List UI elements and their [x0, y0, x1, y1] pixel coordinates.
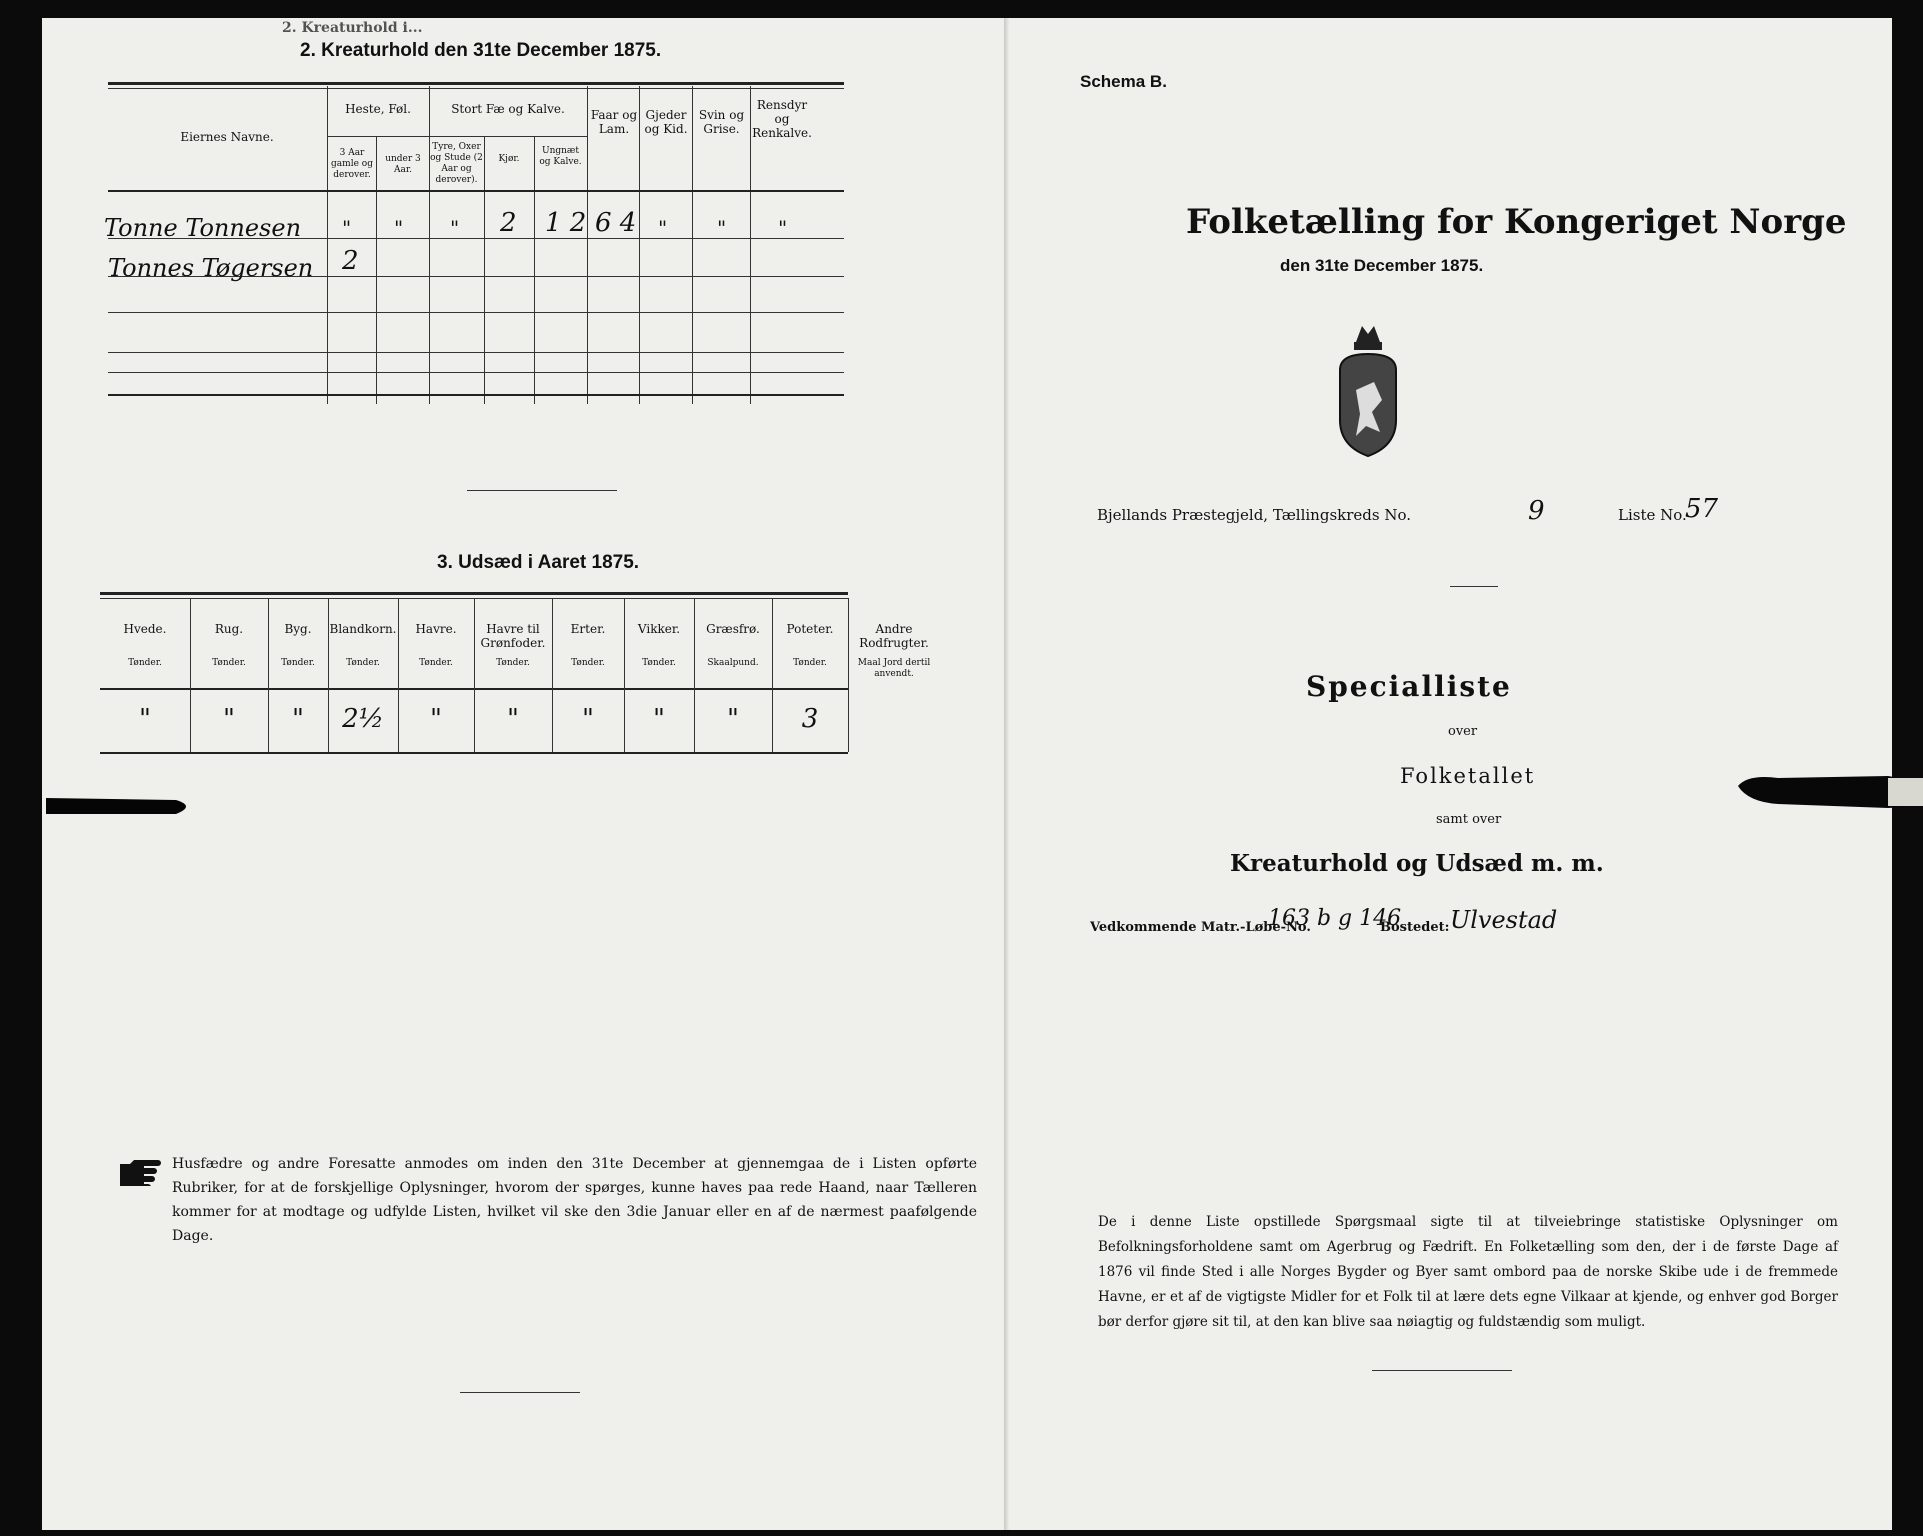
seed-value: " — [653, 704, 665, 734]
pointing-hand-icon — [118, 1156, 162, 1186]
col-line — [327, 86, 328, 404]
specialliste-heading: Specialliste — [1306, 670, 1512, 703]
cows-header: Kjør. — [498, 154, 520, 164]
row1-reindeer: " — [778, 216, 788, 240]
col-line — [639, 86, 640, 404]
footer-text: De i denne Liste opstillede Spørgsmaal sigte til at tilveiebringe statistiske Oplysninger om Befolkningsforholdene samt om Agerbrug og Fædrift. En Folketælling som den, der i de første Dage af 1876 vil finde Sted i alle Norges Bygder og Byer samt ombord paa de norske Skibe ude i de fremmede Havne, er et af de vigtigste Midler for et Folk til at lære dets egne Vilkaar at kjende, og enhver god Borger bør derfor gjøre sit til, at den kan blive saa nøiagtig og fuldstændig som muligt. — [1098, 1214, 1838, 1330]
left-page — [42, 18, 1010, 1530]
rule — [108, 312, 844, 313]
divider — [460, 1392, 580, 1393]
rule — [108, 394, 844, 396]
seed-col-unit: Tønder. — [571, 658, 605, 668]
owner-name-1: Tonne Tonnesen — [104, 214, 302, 242]
young-cattle-header: Ungnæt og Kalve. — [539, 146, 582, 167]
seed-col-header: Vikker. — [637, 622, 681, 636]
row1-sheep: 6 4 — [595, 208, 637, 238]
rule — [327, 136, 429, 137]
liste-label: Liste No. — [1618, 506, 1687, 524]
seed-col-header: Rug. — [214, 622, 244, 636]
row1-horses-under3: " — [394, 216, 404, 240]
seed-col-unit: Maal Jord dertil anvendt. — [857, 658, 931, 679]
owner-name-2: Tonnes Tøgersen — [108, 254, 314, 282]
seed-col-header: Andre Rodfrugter. — [859, 622, 929, 650]
divider — [467, 490, 617, 491]
seed-col-header: Erter. — [570, 622, 606, 636]
horses-group-header: Heste, Føl. — [345, 102, 411, 116]
row1-bulls: " — [450, 216, 460, 240]
seed-value: 2½ — [342, 704, 384, 734]
matr-value: 163 b g 146 — [1268, 906, 1402, 931]
owner-column-header: Eiernes Navne. — [180, 130, 274, 144]
seed-col-header: Havre til Grønfoder. — [480, 622, 546, 650]
sheep-header: Faar og Lam. — [590, 108, 638, 136]
horses-under3-header: under 3 Aar. — [385, 154, 421, 175]
seed-col-unit: Tønder. — [496, 658, 530, 668]
row1-horses-3yr: " — [342, 216, 352, 240]
rule — [108, 190, 844, 192]
seed-value: " — [292, 704, 304, 734]
col-line — [534, 136, 535, 404]
divider — [1372, 1370, 1512, 1371]
col-line — [750, 86, 751, 404]
binder-clip-icon — [1738, 768, 1923, 820]
rule — [100, 752, 848, 754]
kreaturhold-text: Kreaturhold og Udsæd m. m. — [1230, 850, 1604, 877]
pigs-header: Svin og Grise. — [698, 108, 745, 136]
seed-value: " — [507, 704, 519, 734]
seed-col-header: Havre. — [415, 622, 457, 636]
col-line — [692, 86, 693, 404]
row1-pigs: " — [717, 216, 727, 240]
row1-cows: 2 — [500, 208, 517, 238]
col-line — [429, 86, 430, 404]
seed-col-unit: Tønder. — [281, 658, 315, 668]
schema-label: Schema B. — [1080, 72, 1167, 91]
rule — [108, 88, 844, 89]
seed-value: " — [223, 704, 235, 734]
binder-clip-icon — [46, 792, 196, 820]
section2-title: 2. Kreaturhold den 31te December 1875. — [300, 40, 662, 61]
row1-goats: " — [658, 216, 668, 240]
kreds-number: 9 — [1528, 496, 1545, 526]
seed-col-header: Byg. — [284, 622, 312, 636]
row1-young-cattle: 1 2 — [545, 208, 587, 238]
coat-of-arms-icon — [1326, 320, 1410, 460]
goats-header: Gjeder og Kid. — [644, 108, 688, 136]
seed-col-unit: Tønder. — [128, 658, 162, 668]
horses-3yr-header: 3 Aar gamle og derover. — [331, 148, 373, 180]
reindeer-header: Rensdyr og Renkalve. — [752, 98, 812, 140]
folketallet-text: Folketallet — [1400, 764, 1536, 788]
col-line — [587, 86, 588, 404]
row2-horses-3yr: 2 — [342, 246, 359, 276]
cattle-group-header: Stort Fæ og Kalve. — [451, 102, 565, 116]
seed-col-unit: Tønder. — [346, 658, 380, 668]
rule — [108, 372, 844, 373]
document-title: Folketælling for Kongeriget Norge — [1186, 202, 1847, 242]
seed-col-unit: Tønder. — [793, 658, 827, 668]
divider — [1450, 586, 1498, 587]
seed-col-header: Græsfrø. — [706, 622, 760, 636]
bosted-label: Bostedet: — [1380, 920, 1450, 935]
col-line — [376, 136, 377, 404]
seed-col-header: Poteter. — [786, 622, 834, 636]
seed-value: 3 — [801, 704, 819, 734]
seed-col-header: Blandkorn. — [329, 622, 397, 636]
seed-col-unit: Tønder. — [642, 658, 676, 668]
bosted-value: Ulvestad — [1450, 906, 1558, 934]
rule — [108, 352, 844, 353]
seed-value: " — [727, 704, 739, 734]
seed-value: " — [430, 704, 442, 734]
document-date: den 31te December 1875. — [1280, 256, 1484, 275]
rule — [429, 136, 587, 137]
bulls-header: Tyre, Oxer og Stude (2 Aar og derover). — [430, 142, 483, 185]
rule — [108, 82, 844, 85]
seed-col-header: Hvede. — [123, 622, 167, 636]
seed-col-unit: Tønder. — [419, 658, 453, 668]
seed-value: " — [582, 704, 594, 734]
notice-text: Husfædre og andre Foresatte anmodes om inden den 31te December at gjennemgaa de i Listen opførte Rubriker, for at de forskjellige Oplysninger, hvorom der spørges, kunne haves paa rede Haand, naar Tælleren kommer for at modtage og udfylde Listen, hvilket vil ske den 3die Januar eller en af de nærmest paafølgende Dage. — [172, 1156, 977, 1244]
seed-value: " — [139, 704, 151, 734]
over-text-1: over — [1448, 724, 1478, 739]
samt-over-text: samt over — [1436, 812, 1502, 827]
seed-col-unit: Skaalpund. — [707, 658, 759, 668]
seed-col-unit: Tønder. — [212, 658, 246, 668]
partial-header: 2. Kreaturhold i... — [282, 20, 423, 36]
rule — [100, 592, 848, 595]
section3-title: 3. Udsæd i Aaret 1875. — [437, 552, 640, 573]
matr-label: Vedkommende Matr.-Løbe-No. — [1090, 920, 1311, 935]
liste-number: 57 — [1685, 494, 1719, 524]
prestegjeld-label: Bjellands Præstegjeld, Tællingskreds No. — [1097, 506, 1412, 524]
col-line — [484, 136, 485, 404]
